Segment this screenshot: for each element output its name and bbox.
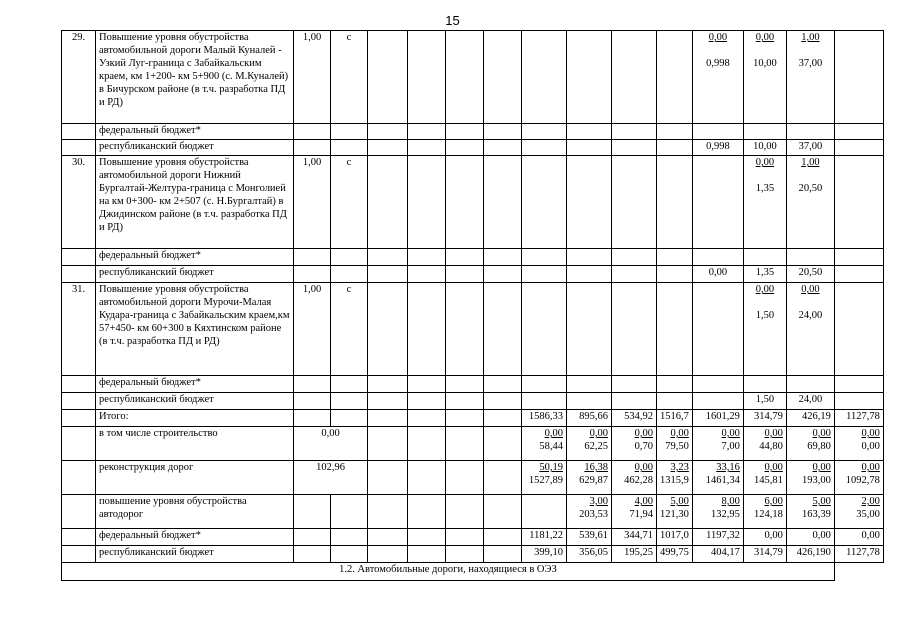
value-cell: 1197,32 [692,529,743,546]
page-number: 15 [445,13,460,28]
value-cell: 0,00 0,998 [692,31,743,124]
value-cell: 1181,22 [522,529,567,546]
value-cell: 0,00 0,70 [612,427,657,461]
unit-value: с [331,283,368,376]
program-table [61,30,884,581]
length-value: 1,00 [294,31,331,124]
table-row [62,495,884,529]
value-cell: 314,79 [743,410,786,427]
object-name: Повышение уровня обустройства автомобильной дороги Нижний Бургалтай-Желтура-граница с Монголией на км 0+300- км 2+507 (с. Н.Бургалтай) в Джидинском районе (в т.ч. разработка ПД и РД) [96,156,294,249]
unit-value: с [331,31,368,124]
budget-label: федеральный бюджет* [96,124,294,140]
value-cell: 195,25 [612,546,657,563]
value-cell: 0,00 [786,529,834,546]
total-label: Итого: [96,410,294,427]
budget-label: федеральный бюджет* [96,249,294,266]
value-cell: 0,00 0,00 [834,427,883,461]
table-row [62,266,884,283]
value-cell: 534,92 [612,410,657,427]
section-heading: 1.2. Автомобильные дороги, находящиеся в ОЭЗ [62,563,835,581]
table-row [62,249,884,266]
unit-value: с [331,156,368,249]
table-row [62,410,884,427]
value-cell: 0,00 7,00 [692,427,743,461]
value-cell: 6,00 124,18 [743,495,786,529]
budget-label: республиканский бюджет [96,140,294,156]
value-cell: 0,998 [692,140,743,156]
value-cell: 50,19 1527,89 [522,461,567,495]
table-row [62,156,884,249]
table-row [62,124,884,140]
value-cell: 0,00 58,44 [522,427,567,461]
value-cell: 426,19 [786,410,834,427]
value-cell: 3,00 203,53 [567,495,612,529]
value-cell: 895,66 [567,410,612,427]
value-cell: 20,50 [786,266,834,283]
value-cell: 0,00 69,80 [786,427,834,461]
value-cell: 8,00 132,95 [692,495,743,529]
value-cell: 1127,78 [834,410,883,427]
value-cell: 10,00 [743,140,786,156]
length-value: 0,00 [294,427,368,461]
value-cell: 426,190 [786,546,834,563]
value-cell: 2,00 35,00 [834,495,883,529]
value-cell: 1127,78 [834,546,883,563]
value-cell: 0,00 44,80 [743,427,786,461]
value-cell [522,495,567,529]
value-cell: 539,61 [567,529,612,546]
length-value: 1,00 [294,283,331,376]
value-cell: 0,00 1,50 [743,283,786,376]
table-row [62,393,884,410]
value-cell: 0,00 79,50 [657,427,693,461]
value-cell: 0,00 1092,78 [834,461,883,495]
value-cell: 1,50 [743,393,786,410]
budget-label: федеральный бюджет* [96,376,294,393]
value-cell: 24,00 [786,393,834,410]
value-cell: 5,00 163,39 [786,495,834,529]
total-label: федеральный бюджет* [96,529,294,546]
value-cell: 1601,29 [692,410,743,427]
total-label: республиканский бюджет [96,546,294,563]
value-cell: 0,00 [692,266,743,283]
value-cell: 399,10 [522,546,567,563]
section-heading-row [62,563,884,581]
value-cell: 404,17 [692,546,743,563]
table-row [62,546,884,563]
total-label: реконструкция дорог [96,461,294,495]
value-cell: 5,00 121,30 [657,495,693,529]
value-cell: 1,35 [743,266,786,283]
value-cell: 1516,7 [657,410,693,427]
value-cell: 0,00 [834,529,883,546]
table-row [62,427,884,461]
value-cell: 0,00 145,81 [743,461,786,495]
table-row [62,461,884,495]
row-number: 30. [62,156,96,249]
budget-label: республиканский бюджет [96,393,294,410]
value-cell: 1586,33 [522,410,567,427]
value-cell: 0,00 [743,529,786,546]
table-row [62,140,884,156]
value-cell: 0,00 193,00 [786,461,834,495]
table-row [62,529,884,546]
table-row [62,283,884,376]
object-name: Повышение уровня обустройства автомобильной дороги Малый Куналей - Узкий Луг-граница с Забайкальским краем, км 1+200- км 5+900 (с. М.Куналей) в Бичурском районе (в т.ч. разработка ПД и РД) [96,31,294,124]
value-cell: 37,00 [786,140,834,156]
value-cell: 3,23 1315,9 [657,461,693,495]
value-cell: 0,00 62,25 [567,427,612,461]
value-cell: 314,79 [743,546,786,563]
value-cell: 0,00 24,00 [786,283,834,376]
value-cell: 1,00 20,50 [786,156,834,249]
value-cell: 356,05 [567,546,612,563]
value-cell: 33,16 1461,34 [692,461,743,495]
table-row [62,31,884,124]
value-cell: 1,00 37,00 [786,31,834,124]
value-cell: 0,00 10,00 [743,31,786,124]
value-cell: 0,00 462,28 [612,461,657,495]
budget-label: республиканский бюджет [96,266,294,283]
total-label: в том числе строительство [96,427,294,461]
value-cell: 4,00 71,94 [612,495,657,529]
table-row [62,376,884,393]
value-cell: 344,71 [612,529,657,546]
value-cell: 1017,0 [657,529,693,546]
row-number: 31. [62,283,96,376]
object-name: Повышение уровня обустройства автомобильной дороги Мурочи-Малая Кудара-граница с Забайкальским краем,км 57+450- км 60+300 в Кяхтинском районе (в т.ч. разработка ПД и РД) [96,283,294,376]
length-value: 102,96 [294,461,368,495]
row-number: 29. [62,31,96,124]
length-value: 1,00 [294,156,331,249]
total-label: повышение уровня обустройства автодорог [96,495,294,529]
value-cell: 0,00 1,35 [743,156,786,249]
value-cell: 16,38 629,87 [567,461,612,495]
value-cell: 499,75 [657,546,693,563]
